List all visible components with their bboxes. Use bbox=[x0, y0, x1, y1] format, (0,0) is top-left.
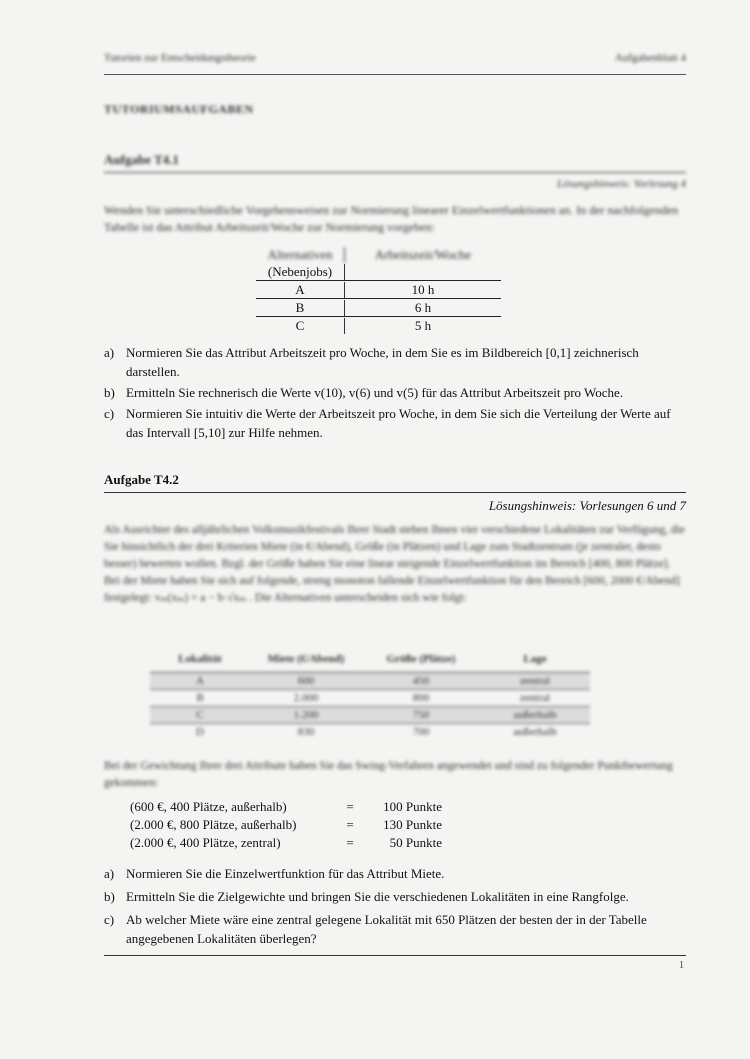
header-left: Tutorien zur Entscheidungstheorie bbox=[104, 52, 256, 64]
list-item: (2.000 €, 400 Plätze, zentral) = 50 Punkte bbox=[130, 835, 442, 850]
page-number: 1 bbox=[679, 960, 684, 971]
footer-rule bbox=[104, 955, 686, 956]
task2-table bbox=[150, 646, 590, 740]
t1-alt: C bbox=[256, 318, 345, 334]
t1-val: 6 h bbox=[414, 299, 432, 315]
task2-item-c: c) Ab welcher Miete wäre eine zentral gelegene Lokalität mit 650 Plätzen der besten der in der Tabelle angegebenen Lokalitäten überlegen? bbox=[104, 912, 647, 946]
running-header bbox=[104, 52, 686, 64]
table-row bbox=[256, 299, 501, 317]
t2-header: Lokalität bbox=[178, 653, 222, 665]
table-row bbox=[256, 317, 501, 334]
t2-header: Miete (€/Abend) bbox=[267, 653, 345, 665]
task2-intro: Als Ausrichter des alljährlichen Volksmusikfestivals Ihrer Stadt stehen Ihnen vier verschiedene Lokalitäten zur Verfügung, die Sie hinsichtlich der drei Kriterien Miete (in €/Abend), Größe (in Plätzen) und Lage zum Stadtzentrum (je zentraler, desto besser) bewerten wollen. Bzgl. der Größe haben Sie eine linear steigende Einzelwertfunktion im Bereich [400, 800 Plätze]. Bei der Miete haben Sie sich auf folgende, streng monoton fallende Einzelwertfunktion für den Bereich [600, 2000 €/Abend] festgelegt: vₘ(xₘ) = a − b·√xₘ . Die Alternativen unterscheiden sich wie folgt: bbox=[104, 524, 685, 604]
task2-item-b: b) Ermitteln Sie die Zielgewichte und bringen Sie die verschiedenen Lokalitäten in eine Rangfolge. bbox=[104, 889, 629, 904]
header-rule bbox=[104, 74, 686, 75]
section-title: TUTORIUMSAUFGABEN bbox=[104, 102, 254, 116]
t1-col2-header: Arbeitszeit/Woche bbox=[374, 247, 472, 262]
t1-val: 10 h bbox=[411, 281, 435, 297]
task1-hint: Lösungshinweis: Vorlesung 4 bbox=[557, 178, 686, 190]
points-list bbox=[130, 798, 442, 852]
task1-heading: Aufgabe T4.1 bbox=[104, 152, 686, 173]
t1-alt: B bbox=[256, 300, 345, 316]
table-row bbox=[256, 281, 501, 299]
task1-item-a: a) Normieren Sie das Attribut Arbeitszeit pro Woche, in dem Sie es im Bildbereich [0,1] zeichnerisch darstellen. bbox=[104, 345, 639, 379]
task2-hint: Lösungshinweis: Vorlesungen 6 und 7 bbox=[488, 498, 686, 513]
table-row: C 1.200 750 außerhalb bbox=[150, 707, 590, 724]
t1-col1-header: Alternativen bbox=[256, 247, 345, 263]
task2-after-table: Bei der Gewichtung Ihrer drei Attribute haben Sie das Swing-Verfahren angewendet und sind zu folgender Punktbewertung gekommen: bbox=[104, 760, 673, 789]
t1-val: 5 h bbox=[414, 317, 432, 333]
task1-item-c: c) Normieren Sie intuitiv die Werte der Arbeitszeit pro Woche, in dem Sie sich die Verteilung der Werte auf das Intervall [5,10] zur Hilfe nehmen. bbox=[104, 406, 671, 440]
task1-item-b: b) Ermitteln Sie rechnerisch die Werte v(10), v(6) und v(5) für das Attribut Arbeitszeit pro Woche. bbox=[104, 385, 624, 400]
task2-heading: Aufgabe T4.2 bbox=[104, 472, 686, 493]
list-item: (600 €, 400 Plätze, außerhalb) = 100 Punkte bbox=[130, 799, 442, 814]
t1-col1-sub: (Nebenjobs) bbox=[256, 264, 345, 280]
task1-table bbox=[256, 246, 501, 334]
t1-alt: A bbox=[256, 282, 345, 298]
task1-intro: Wenden Sie unterschiedliche Vorgehensweisen zur Normierung linearer Einzelwertfunktionen an. In der nachfolgenden Tabelle ist das Attribut Arbeitszeit/Woche zur Normierung vorgeben: bbox=[104, 203, 679, 234]
list-item: (2.000 €, 800 Plätze, außerhalb) = 130 Punkte bbox=[130, 817, 442, 832]
table-row: A 600 450 zentral bbox=[150, 673, 590, 690]
table-row: B 2.000 800 zentral bbox=[150, 690, 590, 707]
header-right: Aufgabenblatt 4 bbox=[614, 52, 686, 64]
task2-item-a: a) Normieren Sie die Einzelwertfunktion für das Attribut Miete. bbox=[104, 866, 445, 881]
table-row: D 830 700 außerhalb bbox=[196, 726, 557, 738]
t2-header: Lage bbox=[523, 653, 547, 665]
t2-header: Größe (Plätze) bbox=[386, 653, 456, 665]
